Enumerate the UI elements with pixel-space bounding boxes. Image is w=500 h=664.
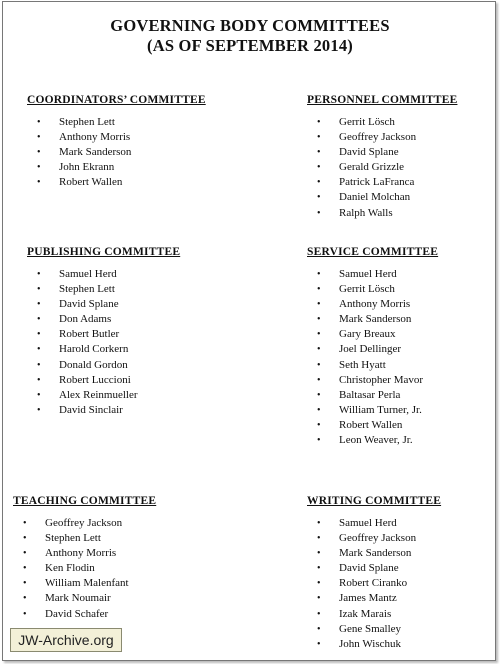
member-list-item <box>27 373 180 388</box>
committee-heading: COORDINATORS’ COMMITTEE <box>27 94 206 106</box>
member-name: Mark Sanderson <box>339 313 412 326</box>
committee-heading: SERVICE COMMITTEE <box>307 246 439 258</box>
member-name: William Malenfant <box>45 577 129 590</box>
bullet-icon: • <box>317 117 321 128</box>
member-list-item <box>307 206 457 221</box>
member-name: Donald Gordon <box>59 358 128 371</box>
member-list-item <box>13 546 156 561</box>
bullet-icon: • <box>23 578 27 590</box>
bullet-icon: • <box>317 329 321 341</box>
bullet-icon: • <box>37 344 41 356</box>
member-name: Izak Marais <box>339 607 392 620</box>
publishing-committee <box>27 246 180 418</box>
bullet-icon: • <box>317 608 321 620</box>
member-name: Anthony Morris <box>45 547 117 560</box>
member-list-item <box>307 591 441 606</box>
member-list-item <box>13 531 156 546</box>
member-name: David Splane <box>59 298 119 311</box>
member-list <box>27 115 206 190</box>
bullet-icon: • <box>317 314 321 326</box>
service-committee <box>307 246 438 448</box>
bullet-icon: • <box>317 299 321 311</box>
member-list-item <box>307 388 438 403</box>
bullet-icon: • <box>37 132 41 144</box>
member-list-item <box>307 327 438 342</box>
member-list <box>27 267 180 418</box>
member-list <box>307 516 441 652</box>
bullet-icon: • <box>317 533 321 545</box>
bullet-icon: • <box>23 533 27 545</box>
member-name: Anthony Morris <box>59 131 131 144</box>
bullet-icon: • <box>37 404 41 416</box>
member-list-item <box>307 516 441 531</box>
member-name: Samuel Herd <box>59 268 117 280</box>
member-list-item <box>307 637 441 652</box>
member-name: John Ekrann <box>59 161 115 174</box>
member-list-item <box>27 115 206 130</box>
member-list-item <box>307 342 438 357</box>
member-list-item <box>13 607 156 622</box>
member-list-item <box>307 175 457 190</box>
member-name: John Wischuk <box>339 637 401 650</box>
member-list-item <box>307 531 441 546</box>
member-name: Stephen Lett <box>59 283 115 296</box>
bullet-icon: • <box>317 389 321 401</box>
bullet-icon: • <box>317 162 321 174</box>
member-name: Anthony Morris <box>339 298 411 311</box>
watermark-badge: JW-Archive.org <box>10 628 122 652</box>
member-name: Geoffrey Jackson <box>45 517 123 529</box>
member-name: Leon Weaver, Jr. <box>339 434 413 447</box>
bullet-icon: • <box>37 329 41 341</box>
member-name: Stephen Lett <box>45 532 101 545</box>
member-name: Samuel Herd <box>339 268 397 280</box>
member-name: Don Adams <box>59 313 112 326</box>
bullet-icon: • <box>317 147 321 159</box>
member-list-item <box>307 312 438 327</box>
member-name: David Splane <box>339 146 399 159</box>
member-name: Samuel Herd <box>339 517 397 529</box>
member-list-item <box>27 342 180 357</box>
member-name: Joel Dellinger <box>339 343 402 356</box>
member-name: Ralph Walls <box>339 206 393 219</box>
member-list-item <box>27 282 180 297</box>
member-list-item <box>27 327 180 342</box>
bullet-icon: • <box>23 548 27 560</box>
member-list-item <box>27 175 206 190</box>
member-list-item <box>307 267 438 282</box>
member-list-item <box>307 576 441 591</box>
member-list-item <box>13 591 156 606</box>
bullet-icon: • <box>37 374 41 386</box>
bullet-icon: • <box>317 207 321 219</box>
member-name: Robert Butler <box>59 328 120 341</box>
member-list-item <box>307 373 438 388</box>
bullet-icon: • <box>317 419 321 431</box>
member-name: Robert Ciranko <box>339 577 408 590</box>
member-list-item <box>307 546 441 561</box>
bullet-icon: • <box>317 344 321 356</box>
member-name: Robert Wallen <box>59 176 123 189</box>
bullet-icon: • <box>37 147 41 159</box>
bullet-icon: • <box>23 593 27 605</box>
member-list-item <box>307 115 457 130</box>
document-subtitle: (AS OF SEPTEMBER 2014) <box>147 36 353 55</box>
member-list-item <box>307 561 441 576</box>
member-name: Robert Wallen <box>339 418 403 431</box>
personnel-committee <box>307 94 457 221</box>
member-list-item <box>27 297 180 312</box>
bullet-icon: • <box>317 284 321 296</box>
member-list-item <box>27 358 180 373</box>
member-name: Gary Breaux <box>339 328 396 341</box>
member-list <box>307 115 457 221</box>
bullet-icon: • <box>37 314 41 326</box>
member-list-item <box>307 297 438 312</box>
member-name: William Turner, Jr. <box>339 403 422 416</box>
bullet-icon: • <box>317 638 321 650</box>
member-name: Christopher Mavor <box>339 373 424 386</box>
writing-committee <box>307 495 441 652</box>
bullet-icon: • <box>37 284 41 296</box>
member-list <box>307 267 438 448</box>
bullet-icon: • <box>37 269 41 280</box>
member-name: Geoffrey Jackson <box>339 532 417 545</box>
teaching-committee <box>13 495 156 622</box>
committee-heading: PUBLISHING COMMITTEE <box>27 246 181 258</box>
member-name: Robert Luccioni <box>59 373 131 386</box>
member-name: Gerrit Lösch <box>339 116 395 128</box>
bullet-icon: • <box>317 404 321 416</box>
member-list-item <box>307 145 457 160</box>
member-list-item <box>27 145 206 160</box>
bullet-icon: • <box>317 623 321 635</box>
member-name: Mark Sanderson <box>59 146 132 159</box>
bullet-icon: • <box>317 593 321 605</box>
bullet-icon: • <box>317 359 321 371</box>
bullet-icon: • <box>317 578 321 590</box>
bullet-icon: • <box>317 518 321 529</box>
bullet-icon: • <box>37 162 41 174</box>
member-list-item <box>27 160 206 175</box>
member-list-item <box>27 130 206 145</box>
member-name: Ken Flodin <box>45 562 95 575</box>
bullet-icon: • <box>317 269 321 280</box>
bullet-icon: • <box>37 359 41 371</box>
document-title: GOVERNING BODY COMMITTEES <box>110 16 390 35</box>
member-name: James Mantz <box>339 592 397 605</box>
member-name: Harold Corkern <box>59 343 129 356</box>
member-name: Mark Noumair <box>45 592 111 605</box>
member-name: David Schafer <box>45 607 109 620</box>
bullet-icon: • <box>317 177 321 189</box>
bullet-icon: • <box>37 299 41 311</box>
member-name: Gene Smalley <box>339 622 402 635</box>
member-name: Seth Hyatt <box>339 358 386 371</box>
bullet-icon: • <box>317 435 321 447</box>
member-list-item <box>13 561 156 576</box>
member-list-item <box>27 312 180 327</box>
member-list-item <box>307 418 438 433</box>
bullet-icon: • <box>317 192 321 204</box>
member-name: Patrick LaFranca <box>339 176 415 189</box>
member-list-item <box>307 160 457 175</box>
member-list-item <box>307 607 441 622</box>
bullet-icon: • <box>23 608 27 620</box>
member-name: David Sinclair <box>59 403 123 416</box>
bullet-icon: • <box>37 177 41 189</box>
member-name: Gerrit Lösch <box>339 283 395 296</box>
member-list-item <box>13 516 156 531</box>
member-name: Alex Reinmueller <box>59 388 138 401</box>
member-name: Gerald Grizzle <box>339 161 405 174</box>
member-name: Stephen Lett <box>59 116 115 128</box>
bullet-icon: • <box>317 548 321 560</box>
member-list-item <box>307 622 441 637</box>
bullet-icon: • <box>23 518 27 529</box>
member-list-item <box>13 576 156 591</box>
member-list <box>13 516 156 622</box>
member-list-item <box>27 403 180 418</box>
member-name: Geoffrey Jackson <box>339 131 417 144</box>
member-name: David Splane <box>339 562 399 575</box>
bullet-icon: • <box>317 374 321 386</box>
committee-heading: TEACHING COMMITTEE <box>13 495 157 507</box>
bullet-icon: • <box>37 117 41 128</box>
member-list-item <box>27 267 180 282</box>
member-name: Mark Sanderson <box>339 547 412 560</box>
member-list-item <box>27 388 180 403</box>
bullet-icon: • <box>317 132 321 144</box>
bullet-icon: • <box>317 563 321 575</box>
member-list-item <box>307 433 438 448</box>
member-list-item <box>307 190 457 205</box>
member-list-item <box>307 282 438 297</box>
bullet-icon: • <box>23 563 27 575</box>
committee-heading: WRITING COMMITTEE <box>307 495 442 507</box>
committee-heading: PERSONNEL COMMITTEE <box>307 94 458 106</box>
bullet-icon: • <box>37 389 41 401</box>
coordinators-committee <box>27 94 206 190</box>
member-list-item <box>307 130 457 145</box>
member-name: Baltasar Perla <box>339 388 401 401</box>
member-list-item <box>307 358 438 373</box>
member-name: Daniel Molchan <box>339 191 411 204</box>
member-list-item <box>307 403 438 418</box>
